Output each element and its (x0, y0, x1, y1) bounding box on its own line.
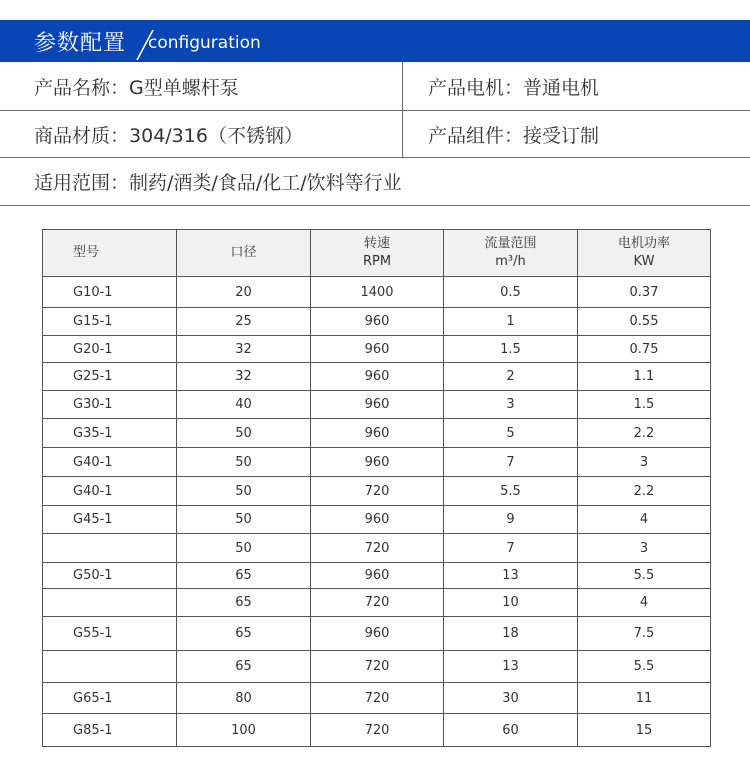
cell-caliber: 65 (177, 651, 311, 683)
cell-rpm: 960 (311, 506, 444, 534)
cell-power: 1.1 (578, 363, 711, 391)
spec-assembly-value: 接受订制 (523, 124, 600, 147)
cell-model: G25-1 (43, 363, 177, 391)
table-row (43, 419, 711, 448)
spec-divider (402, 62, 403, 110)
cell-rpm: 960 (311, 391, 444, 419)
table-row (43, 589, 711, 617)
cell-rpm: 720 (311, 589, 444, 617)
cell-model: G35-1 (43, 419, 177, 448)
cell-caliber: 40 (177, 391, 311, 419)
cell-flow: 10 (444, 589, 578, 617)
config-header-bar (0, 20, 750, 62)
cell-power: 15 (578, 714, 711, 747)
cell-power: 1.5 (578, 391, 711, 419)
cell-caliber: 65 (177, 617, 311, 651)
cell-power: 5.5 (578, 563, 711, 589)
spec-material-value: 304/316（不锈钢） (129, 124, 303, 147)
spec-material-label: 商品材质： (34, 124, 130, 147)
cell-caliber: 65 (177, 589, 311, 617)
cell-flow: 7 (444, 448, 578, 477)
spec-product-assembly (428, 111, 599, 157)
spec-product-material (34, 111, 303, 157)
cell-model (43, 651, 177, 683)
spec-motor-label: 产品电机： (428, 76, 524, 99)
cell-model: G65-1 (43, 683, 177, 714)
cell-power: 0.75 (578, 336, 711, 363)
table-row (43, 308, 711, 336)
spec-motor-value: 普通电机 (523, 76, 600, 99)
spec-row-name-motor (0, 62, 750, 111)
spec-row-usage (0, 158, 750, 206)
spec-name-label: 产品名称： (34, 76, 130, 99)
spec-product-motor (428, 62, 599, 110)
cell-rpm: 720 (311, 477, 444, 506)
cell-caliber: 50 (177, 477, 311, 506)
header-flow: 流量范围 m³/h (444, 230, 578, 277)
header-model: 型号 (43, 230, 177, 277)
cell-caliber: 20 (177, 277, 311, 308)
spec-divider (402, 111, 403, 157)
header-power: 电机功率 KW (578, 230, 711, 277)
cell-caliber: 32 (177, 363, 311, 391)
cell-power: 2.2 (578, 477, 711, 506)
spec-usage-value: 制药/酒类/食品/化工/饮料等行业 (129, 172, 402, 194)
cell-power: 0.55 (578, 308, 711, 336)
table-row (43, 563, 711, 589)
cell-caliber: 100 (177, 714, 311, 747)
cell-model: G85-1 (43, 714, 177, 747)
table-row (43, 391, 711, 419)
cell-rpm: 720 (311, 714, 444, 747)
cell-model: G15-1 (43, 308, 177, 336)
cell-rpm: 960 (311, 308, 444, 336)
cell-flow: 0.5 (444, 277, 578, 308)
cell-model: G45-1 (43, 506, 177, 534)
header-rpm: 转速 RPM (311, 230, 444, 277)
cell-caliber: 50 (177, 534, 311, 563)
table-row (43, 534, 711, 563)
cell-rpm: 960 (311, 448, 444, 477)
cell-rpm: 960 (311, 363, 444, 391)
cell-caliber: 65 (177, 563, 311, 589)
table-row (43, 617, 711, 651)
table-header-row (43, 230, 711, 277)
cell-rpm: 960 (311, 336, 444, 363)
cell-flow: 3 (444, 391, 578, 419)
cell-rpm: 720 (311, 651, 444, 683)
cell-power: 2.2 (578, 419, 711, 448)
cell-model: G30-1 (43, 391, 177, 419)
cell-model: G40-1 (43, 477, 177, 506)
cell-flow: 60 (444, 714, 578, 747)
spec-usage-label: 适用范围： (34, 172, 130, 194)
cell-power: 3 (578, 534, 711, 563)
table-row (43, 477, 711, 506)
table-row (43, 714, 711, 747)
cell-rpm: 960 (311, 419, 444, 448)
cell-model: G55-1 (43, 617, 177, 651)
cell-flow: 7 (444, 534, 578, 563)
table-row (43, 683, 711, 714)
cell-caliber: 25 (177, 308, 311, 336)
config-subtitle: configuration (148, 33, 261, 53)
cell-flow: 1 (444, 308, 578, 336)
table-body (43, 277, 711, 747)
cell-power: 0.37 (578, 277, 711, 308)
table-row (43, 363, 711, 391)
cell-flow: 13 (444, 563, 578, 589)
cell-model: G40-1 (43, 448, 177, 477)
cell-flow: 13 (444, 651, 578, 683)
cell-rpm: 1400 (311, 277, 444, 308)
cell-power: 3 (578, 448, 711, 477)
cell-rpm: 720 (311, 534, 444, 563)
cell-caliber: 50 (177, 506, 311, 534)
cell-power: 4 (578, 506, 711, 534)
table-row (43, 448, 711, 477)
cell-flow: 9 (444, 506, 578, 534)
cell-caliber: 32 (177, 336, 311, 363)
cell-rpm: 960 (311, 617, 444, 651)
cell-model (43, 534, 177, 563)
table-row (43, 506, 711, 534)
spec-name-value: G型单螺杆泵 (129, 76, 239, 99)
config-title: 参数配置 (34, 31, 127, 56)
cell-caliber: 80 (177, 683, 311, 714)
cell-power: 5.5 (578, 651, 711, 683)
cell-model (43, 589, 177, 617)
cell-model: G50-1 (43, 563, 177, 589)
spec-product-name (34, 62, 239, 110)
cell-model: G20-1 (43, 336, 177, 363)
cell-power: 7.5 (578, 617, 711, 651)
table-row (43, 277, 711, 308)
cell-flow: 1.5 (444, 336, 578, 363)
cell-rpm: 960 (311, 563, 444, 589)
parameter-table (42, 229, 711, 747)
header-caliber: 口径 (177, 230, 311, 277)
spec-assembly-label: 产品组件： (428, 124, 524, 147)
table-row (43, 336, 711, 363)
cell-caliber: 50 (177, 448, 311, 477)
spec-usage-scope (34, 158, 402, 205)
cell-flow: 5.5 (444, 477, 578, 506)
cell-flow: 2 (444, 363, 578, 391)
cell-flow: 30 (444, 683, 578, 714)
cell-caliber: 50 (177, 419, 311, 448)
cell-rpm: 720 (311, 683, 444, 714)
cell-flow: 5 (444, 419, 578, 448)
cell-model: G10-1 (43, 277, 177, 308)
cell-power: 4 (578, 589, 711, 617)
cell-power: 11 (578, 683, 711, 714)
table-row (43, 651, 711, 683)
spec-row-material-assembly (0, 111, 750, 158)
cell-flow: 18 (444, 617, 578, 651)
